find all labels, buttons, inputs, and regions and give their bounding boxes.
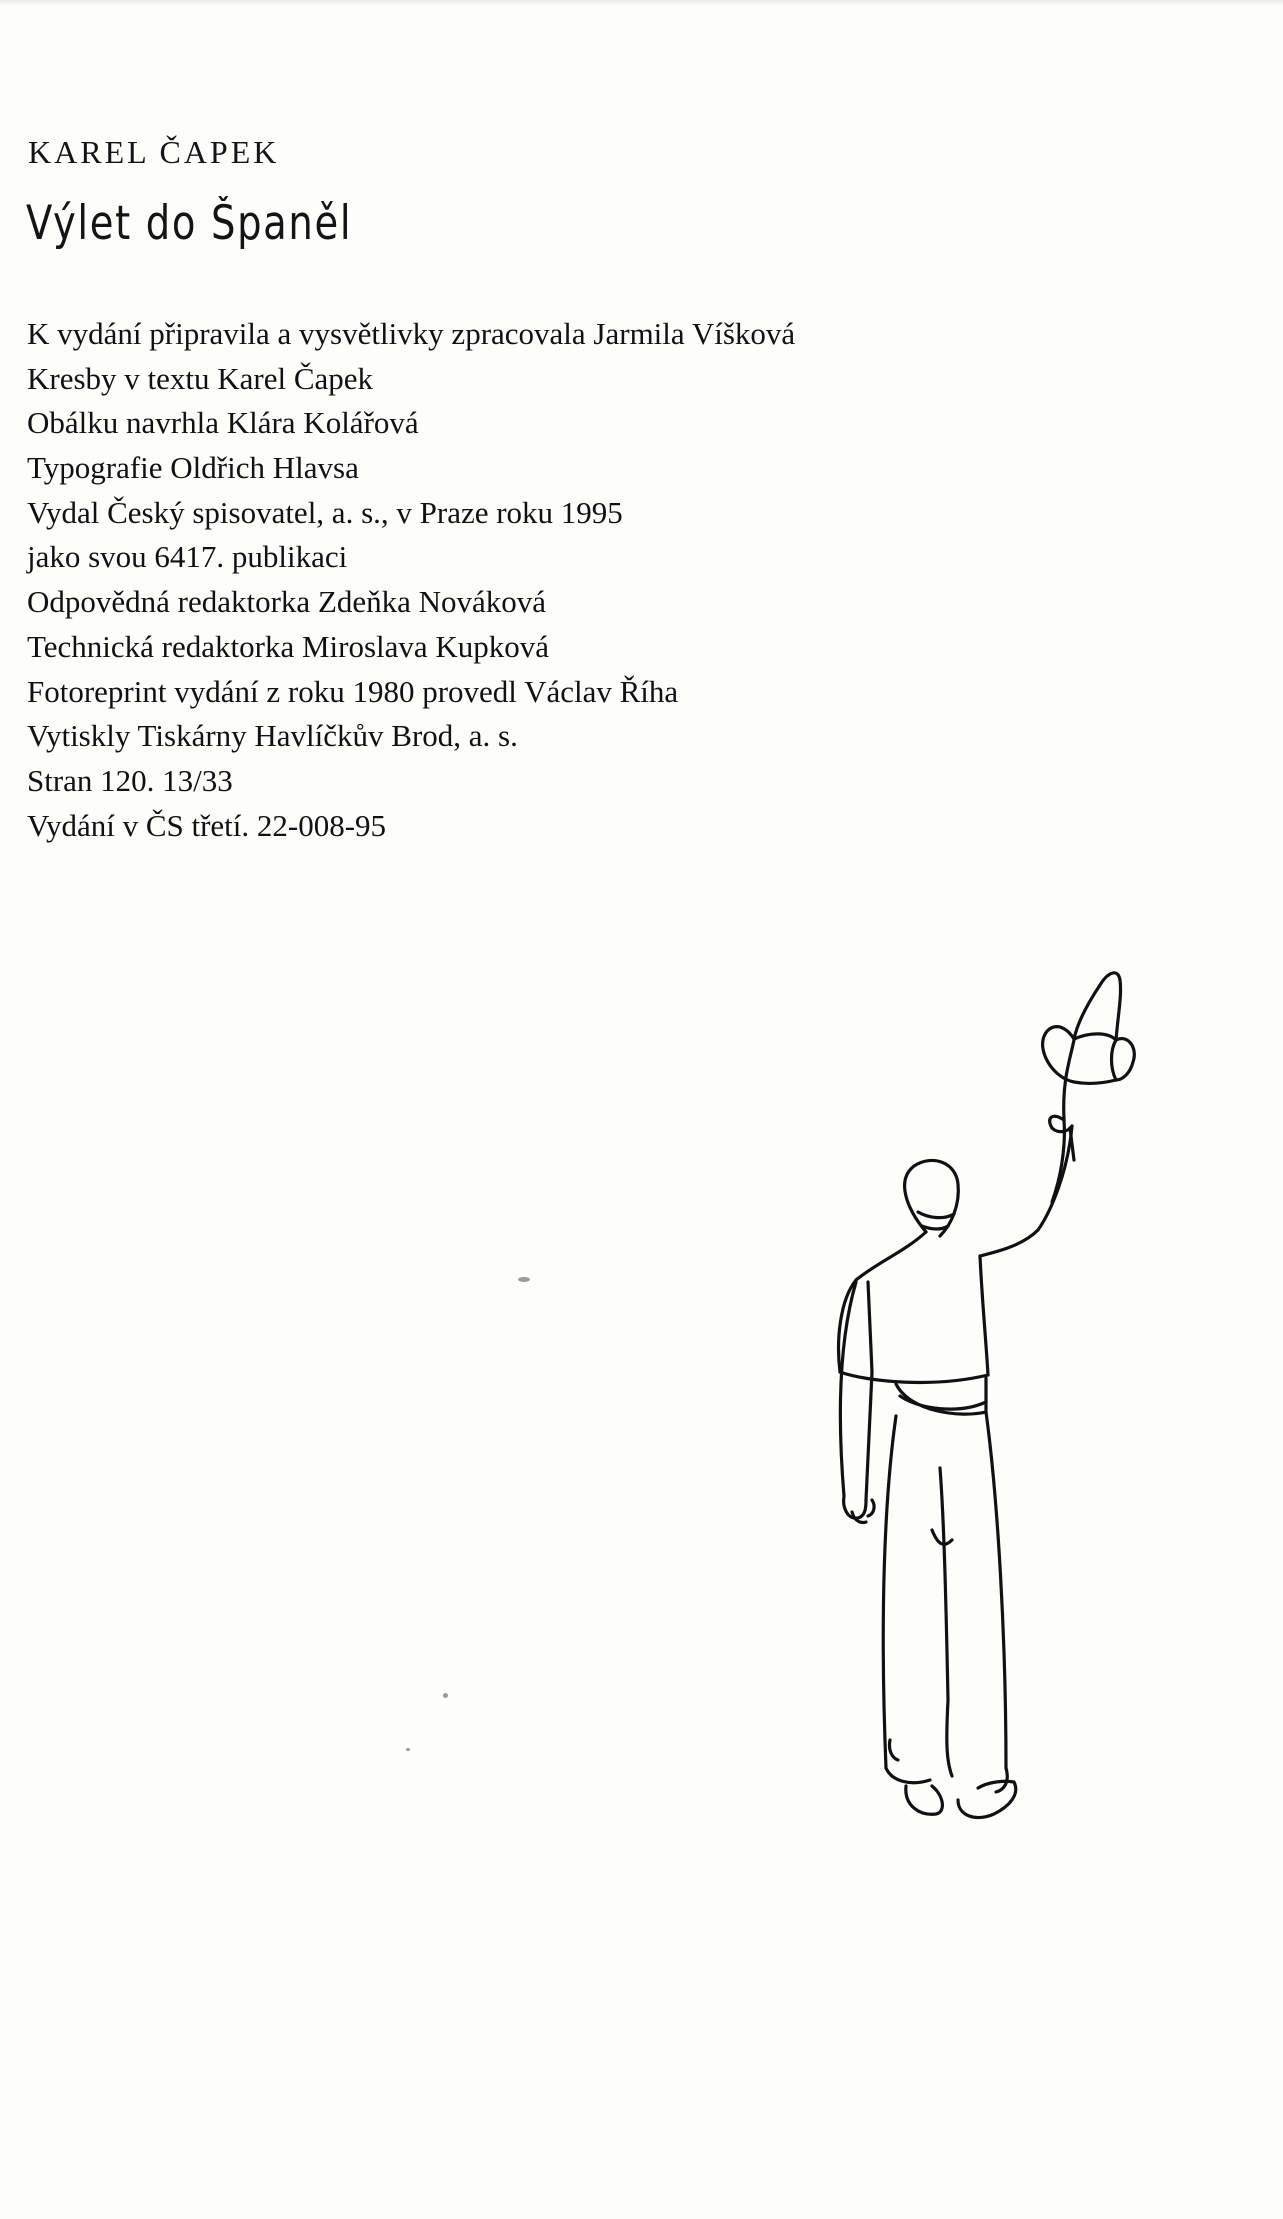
book-title: Výlet do Španěl xyxy=(26,196,353,251)
imprint-list xyxy=(27,312,795,848)
print-speck xyxy=(443,1693,448,1698)
imprint-line: Odpovědná redaktorka Zdeňka Nováková xyxy=(27,584,547,620)
imprint-line: Typografie Oldřich Hlavsa xyxy=(27,450,359,486)
print-speck xyxy=(406,1748,410,1751)
imprint-line: K vydání připravila a vysvětlivky zpracovala Jarmila Víšková xyxy=(27,316,796,351)
print-speck xyxy=(518,1277,530,1282)
imprint-line: Vytiskly Tiskárny Havlíčkův Brod, a. s. xyxy=(27,718,518,754)
imprint-line: Vydal Český spisovatel, a. s., v Praze roku 1995 xyxy=(27,494,623,530)
imprint-line: Stran 120. 13/33 xyxy=(27,762,233,798)
imprint-line: Vydání v ČS třetí. 22-008-95 xyxy=(27,807,387,843)
imprint-line: Kresby v textu Karel Čapek xyxy=(27,360,374,396)
imprint-line: Obálku navrhla Klára Kolářová xyxy=(27,405,419,441)
imprint-line: Fotoreprint vydání z roku 1980 provedl Václav Říha xyxy=(27,673,679,709)
imprint-line: jako svou 6417. publikaci xyxy=(27,539,348,575)
imprint-line: Technická redaktorka Miroslava Kupková xyxy=(27,628,550,664)
page-edge-shadow xyxy=(0,0,1283,6)
man-waving-hat-drawing-icon xyxy=(800,950,1160,1850)
author-name: KAREL ČAPEK xyxy=(28,134,280,170)
